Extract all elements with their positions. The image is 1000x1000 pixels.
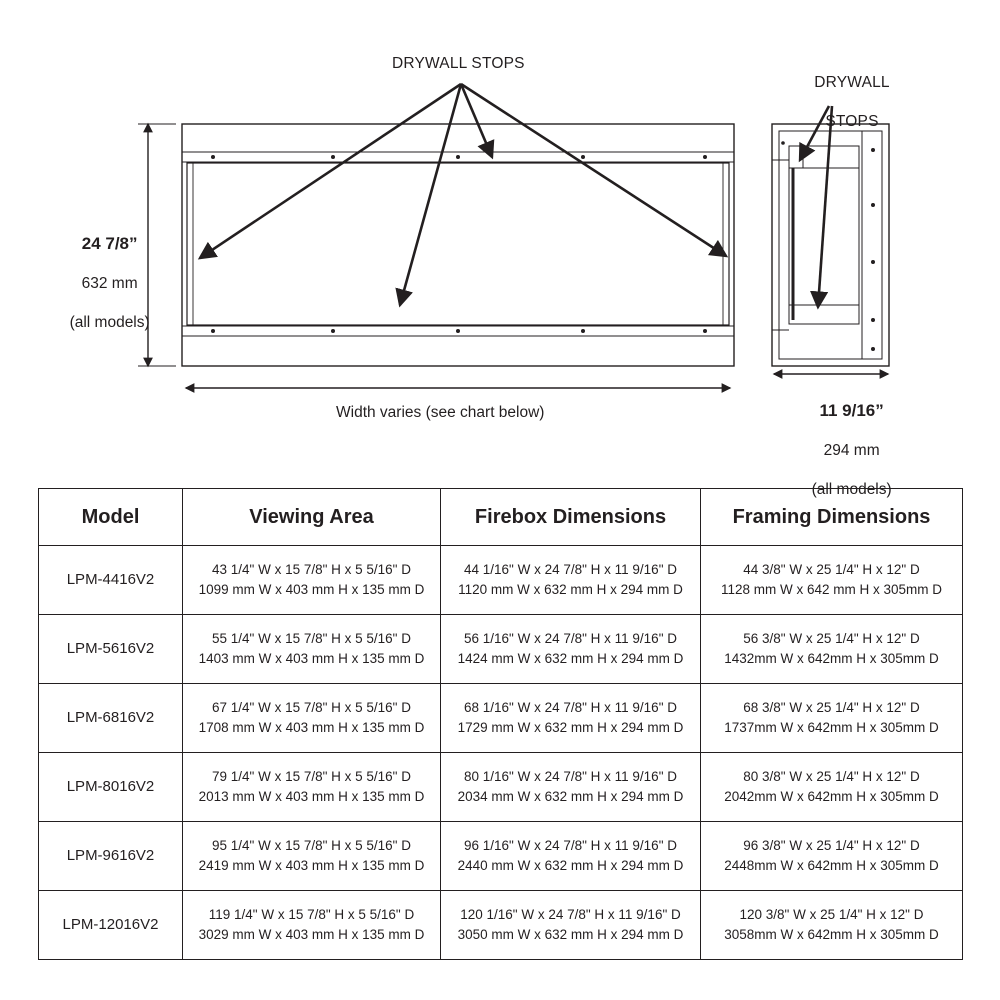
viewing-inches: 43 1/4" W x 15 7/8" H x 5 5/16" D <box>212 561 411 577</box>
depth-mm-value: 294 mm <box>823 442 880 460</box>
cell-viewing-area <box>183 546 441 615</box>
column-header-firebox-dimensions: Firebox Dimensions <box>441 489 701 546</box>
height-all-models-note: (all models) <box>69 313 150 331</box>
viewing-inches: 55 1/4" W x 15 7/8" H x 5 5/16" D <box>212 630 411 646</box>
cell-firebox-dimensions <box>441 615 701 684</box>
cell-viewing-area <box>183 684 441 753</box>
depth-inches-value: 11 9/16” <box>819 401 884 421</box>
column-header-viewing-area: Viewing Area <box>183 489 441 546</box>
viewing-mm: 1099 mm W x 403 mm H x 135 mm D <box>198 582 425 597</box>
firebox-mm: 1729 mm W x 632 mm H x 294 mm D <box>457 720 684 735</box>
cell-model: LPM-8016V2 <box>39 753 183 822</box>
cell-viewing-area <box>183 822 441 891</box>
framing-mm: 2042mm W x 642mm H x 305mm D <box>724 789 939 804</box>
cell-model: LPM-5616V2 <box>39 615 183 684</box>
cell-framing-dimensions <box>701 615 963 684</box>
table-header-row <box>39 489 963 546</box>
height-dimension-label <box>46 214 156 352</box>
cell-firebox-dimensions <box>441 891 701 960</box>
side-view-unit <box>772 124 889 366</box>
table-row <box>39 546 963 615</box>
firebox-mm: 2440 mm W x 632 mm H x 294 mm D <box>457 858 684 873</box>
framing-inches: 56 3/8" W x 25 1/4" H x 12" D <box>743 630 920 646</box>
firebox-mm: 1424 mm W x 632 mm H x 294 mm D <box>457 651 684 666</box>
firebox-inches: 44 1/16" W x 24 7/8" H x 11 9/16" D <box>464 561 677 577</box>
cell-framing-dimensions <box>701 891 963 960</box>
framing-inches: 80 3/8" W x 25 1/4" H x 12" D <box>743 768 920 784</box>
column-header-model: Model <box>39 489 183 546</box>
viewing-mm: 3029 mm W x 403 mm H x 135 mm D <box>198 927 425 942</box>
viewing-inches: 119 1/4" W x 15 7/8" H x 5 5/16" D <box>208 906 415 922</box>
firebox-mm: 1120 mm W x 632 mm H x 294 mm D <box>458 582 683 597</box>
table-row <box>39 615 963 684</box>
cell-framing-dimensions <box>701 753 963 822</box>
firebox-mm: 3050 mm W x 632 mm H x 294 mm D <box>457 927 684 942</box>
viewing-mm: 1708 mm W x 403 mm H x 135 mm D <box>198 720 425 735</box>
cell-framing-dimensions <box>701 684 963 753</box>
drywall-stops-label-right <box>783 54 903 151</box>
firebox-inches: 120 1/16" W x 24 7/8" H x 11 9/16" D <box>460 906 681 922</box>
height-inches-value: 24 7/8” <box>81 234 138 254</box>
framing-inches: 96 3/8" W x 25 1/4" H x 12" D <box>743 837 920 853</box>
framing-mm: 2448mm W x 642mm H x 305mm D <box>724 858 939 873</box>
cell-viewing-area <box>183 891 441 960</box>
cell-firebox-dimensions <box>441 822 701 891</box>
viewing-inches: 79 1/4" W x 15 7/8" H x 5 5/16" D <box>212 768 411 784</box>
viewing-mm: 1403 mm W x 403 mm H x 135 mm D <box>198 651 425 666</box>
cell-framing-dimensions <box>701 546 963 615</box>
framing-mm: 3058mm W x 642mm H x 305mm D <box>724 927 939 942</box>
firebox-inches: 80 1/16" W x 24 7/8" H x 11 9/16" D <box>464 768 677 784</box>
front-view-unit <box>182 124 734 366</box>
cell-framing-dimensions <box>701 822 963 891</box>
depth-all-models-note: (all models) <box>811 480 892 498</box>
firebox-inches: 96 1/16" W x 24 7/8" H x 11 9/16" D <box>464 837 677 853</box>
framing-mm: 1128 mm W x 642 mm H x 305mm D <box>720 582 943 597</box>
viewing-mm: 2013 mm W x 403 mm H x 135 mm D <box>198 789 425 804</box>
drywall-stops-label-right-line1: DRYWALL <box>814 74 890 92</box>
firebox-inches: 68 1/16" W x 24 7/8" H x 11 9/16" D <box>464 699 677 715</box>
cell-viewing-area <box>183 615 441 684</box>
drywall-stops-label-right-line2: STOPS <box>825 113 879 131</box>
framing-inches: 44 3/8" W x 25 1/4" H x 12" D <box>743 561 920 577</box>
table-row <box>39 891 963 960</box>
framing-inches: 120 3/8" W x 25 1/4" H x 12" D <box>739 906 924 922</box>
firebox-mm: 2034 mm W x 632 mm H x 294 mm D <box>457 789 684 804</box>
specifications-table <box>38 488 963 960</box>
table-row <box>39 753 963 822</box>
firebox-inches: 56 1/16" W x 24 7/8" H x 11 9/16" D <box>464 630 677 646</box>
table-row <box>39 822 963 891</box>
viewing-inches: 67 1/4" W x 15 7/8" H x 5 5/16" D <box>212 699 411 715</box>
cell-firebox-dimensions <box>441 753 701 822</box>
drywall-stops-label-left: DRYWALL STOPS <box>392 55 525 72</box>
cell-firebox-dimensions <box>441 546 701 615</box>
cell-model: LPM-9616V2 <box>39 822 183 891</box>
width-dimension-label: Width varies (see chart below) <box>336 404 545 421</box>
cell-firebox-dimensions <box>441 684 701 753</box>
cell-viewing-area <box>183 753 441 822</box>
viewing-mm: 2419 mm W x 403 mm H x 135 mm D <box>198 858 425 873</box>
cell-model: LPM-6816V2 <box>39 684 183 753</box>
framing-mm: 1432mm W x 642mm H x 305mm D <box>724 651 939 666</box>
framing-inches: 68 3/8" W x 25 1/4" H x 12" D <box>743 699 920 715</box>
table-row <box>39 684 963 753</box>
column-header-framing-dimensions: Framing Dimensions <box>701 489 963 546</box>
height-mm-value: 632 mm <box>81 275 138 293</box>
product-dimension-diagram <box>0 0 1000 498</box>
cell-model: LPM-4416V2 <box>39 546 183 615</box>
framing-mm: 1737mm W x 642mm H x 305mm D <box>724 720 939 735</box>
cell-model: LPM-12016V2 <box>39 891 183 960</box>
viewing-inches: 95 1/4" W x 15 7/8" H x 5 5/16" D <box>212 837 411 853</box>
